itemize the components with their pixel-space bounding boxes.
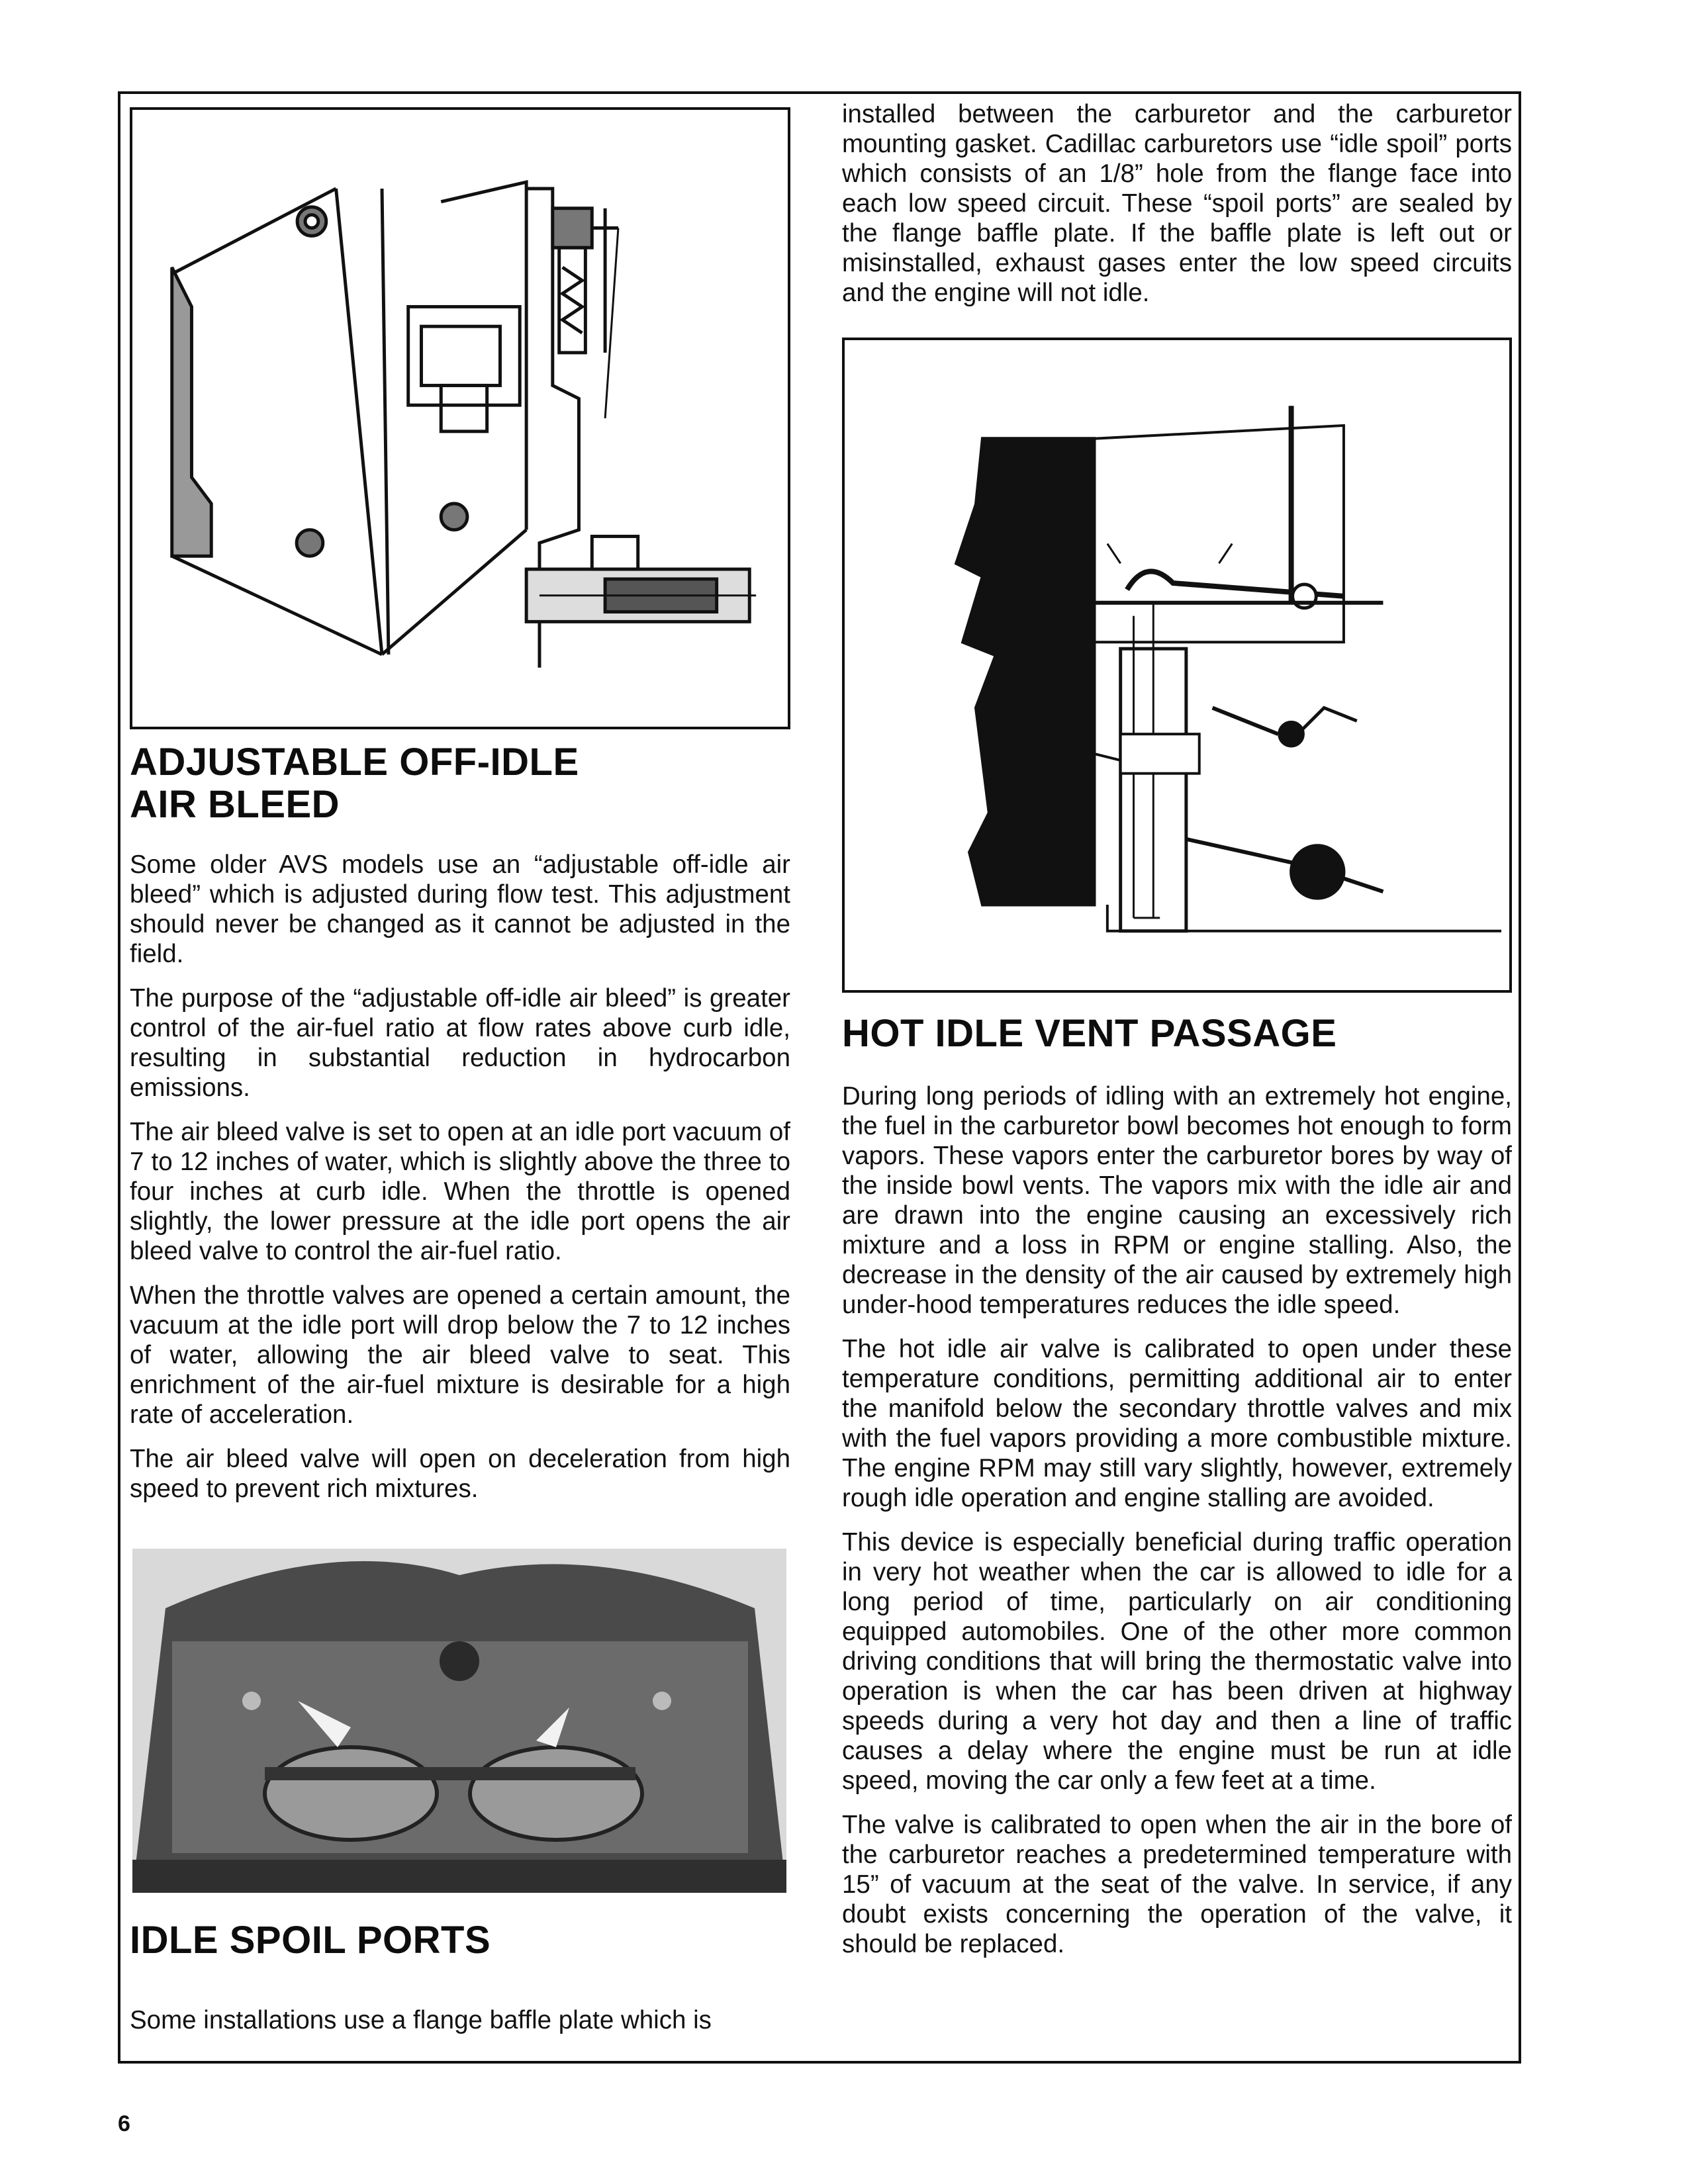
right-intro	[842, 99, 1512, 322]
hot-idle-diagram	[842, 338, 1512, 993]
air-bleed-paragraph: Some older AVS models use an “adjustable off-idle air bleed” which is adjusted during flow test. This adjustment should never be changed as it cannot be adjusted in the field.	[130, 850, 790, 968]
right-intro-paragraph: installed between the carburetor and the carburetor mounting gasket. Cadillac carburetors use “idle spoil” ports which consists of an 1/8” hole from the flange face into each low speed circuit. These “spoil ports” are sealed by the flange baffle plate. If the baffle plate is left out or misinstalled, exhaust gases enter the low speed circuits and the engine will not idle.	[842, 100, 1512, 307]
hot-idle-heading: HOT IDLE VENT PASSAGE	[842, 1012, 1337, 1055]
page-number: 6	[118, 2111, 130, 2136]
air-bleed-paragraph: The air bleed valve will open on deceleration from high speed to prevent rich mixtures.	[130, 1445, 790, 1503]
hot-idle-paragraph: The hot idle air valve is calibrated to open under these temperature conditions, permitting additional air to enter the manifold below the secondary throttle valves and mix with the fuel vapors providing a more combustible mixture. The engine RPM may still vary slightly, however, extremely rough idle operation and engine stalling are avoided.	[842, 1335, 1512, 1512]
air-bleed-section	[130, 741, 790, 1518]
idle-spoil-section	[130, 1919, 790, 2050]
carburetor-photo-icon	[132, 1549, 786, 1893]
idle-spoil-heading: IDLE SPOIL PORTS	[130, 1919, 491, 1962]
air-bleed-heading	[130, 741, 790, 826]
hot-idle-section	[842, 1013, 1512, 1974]
air-bleed-paragraph: When the throttle valves are opened a certain amount, the vacuum at the idle port will drop below the 7 to 12 inches of water, allowing the air bleed valve to seat. This enrichment of the air-fuel mixture is desirable for a high rate of acceleration.	[130, 1281, 790, 1429]
carburetor-photo	[132, 1549, 786, 1893]
air-bleed-paragraph: The purpose of the “adjustable off-idle air bleed” is greater control of the air-fuel ratio at flow rates above curb idle, resulting in substantial reduction in hydrocarbon emissions.	[130, 984, 790, 1102]
air-bleed-diagram	[130, 107, 790, 729]
carburetor-cross-section-icon	[132, 110, 788, 727]
hot-idle-paragraph: This device is especially beneficial during traffic operation in very hot weather when the car is allowed to idle for a long period of time, particularly on air conditioning equipped automobiles. One of the other more common driving conditions that will bring the thermostatic valve into operation is when the car has been driven at highway speeds during a very hot day and then a line of traffic causes a delay where the engine must be run at idle speed, moving the car only a few feet at a time.	[842, 1528, 1512, 1795]
hot-idle-valve-section-icon	[845, 340, 1509, 990]
hot-idle-paragraph: The valve is calibrated to open when the air in the bore of the carburetor reaches a predetermined temperature with 15” of vacuum at the seat of the valve. In service, if any doubt exists concerning the operation of the valve, it should be replaced.	[842, 1811, 1512, 1958]
idle-spoil-paragraph: Some installations use a flange baffle plate which is	[130, 2006, 712, 2034]
hot-idle-paragraph: During long periods of idling with an extremely hot engine, the fuel in the carburetor bowl becomes hot enough to form vapors. These vapors enter the carburetor bores by way of the inside bowl vents. The vapors mix with the idle air and are drawn into the engine causing an excessively rich mixture and a loss in RPM or engine stalling. Also, the decrease in the density of the air caused by extremely high under-hood temperatures reduces the idle speed.	[842, 1082, 1512, 1319]
air-bleed-paragraph: The air bleed valve is set to open at an idle port vacuum of 7 to 12 inches of water, which is slightly above the three to four inches at curb idle. When the throttle is opened slightly, the lower pressure at the idle port opens the air bleed valve to control the air-fuel ratio.	[130, 1118, 790, 1265]
air-bleed-heading-line2: AIR BLEED	[130, 783, 340, 826]
air-bleed-heading-line1: ADJUSTABLE OFF-IDLE	[130, 741, 579, 784]
